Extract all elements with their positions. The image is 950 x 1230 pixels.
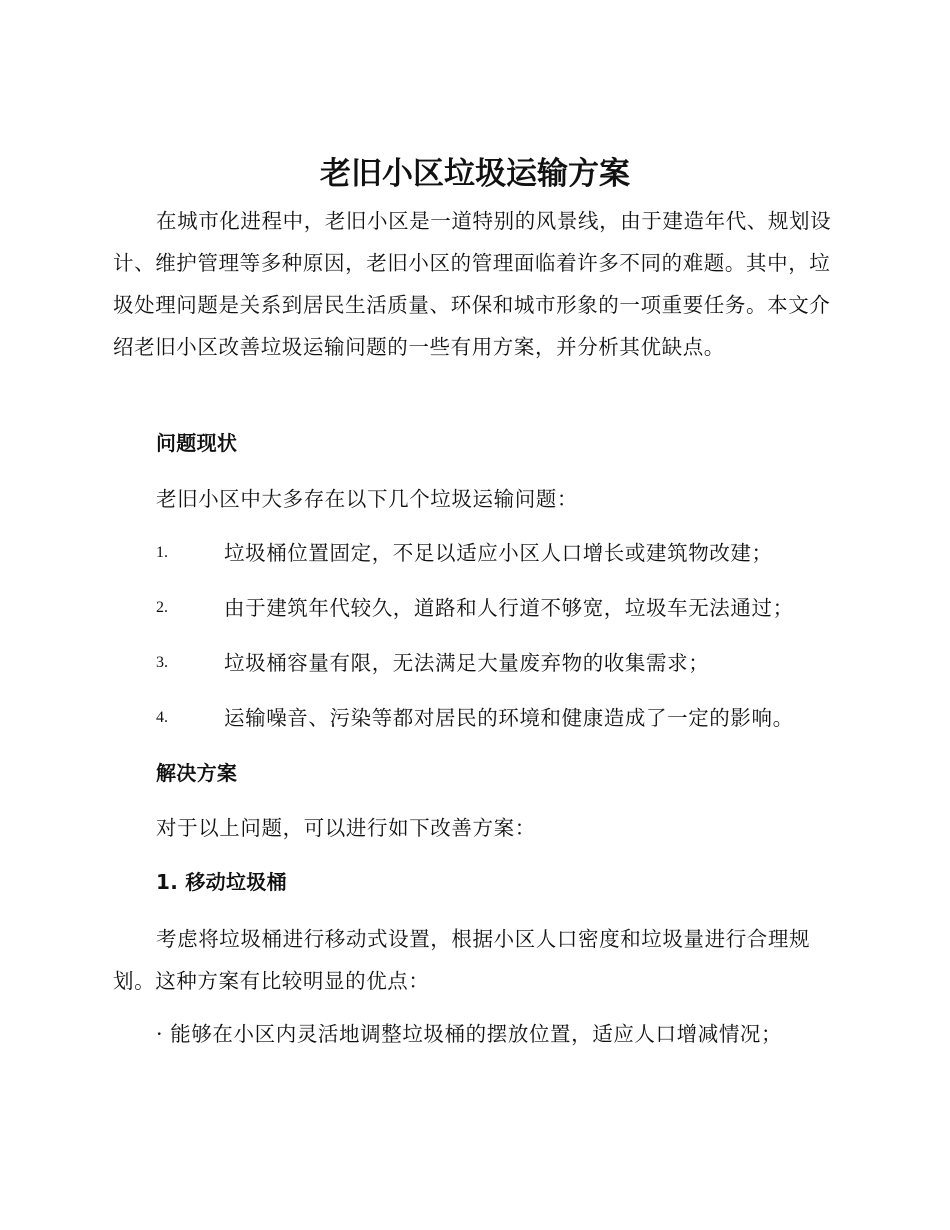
intro-paragraph: 在城市化进程中，老旧小区是一道特别的风景线，由于建造年代、规划设计、维护管理等多种原因，老旧小区的管理面临着许多不同的难题。其中，垃圾处理问题是关系到居民生活质量、环保和城市形象的一项重要任务。本文介绍老旧小区改善垃圾运输问题的一些有用方案，并分析其优缺点。 <box>113 209 832 359</box>
section-heading-solutions: 解决方案 <box>156 761 238 785</box>
list-item-number: 4. <box>156 709 168 726</box>
section-heading-current-status: 问题现状 <box>156 431 238 455</box>
list-item-number: 2. <box>156 599 168 616</box>
list-item-number: 1. <box>156 544 168 561</box>
document-title: 老旧小区垃圾运输方案 <box>320 156 630 192</box>
subsection-heading-mobile-bins: 1. 移动垃圾桶 <box>156 870 287 894</box>
bullet-item: · 能够在小区内灵活地调整垃圾桶的摆放位置，适应人口增减情况； <box>156 1022 783 1046</box>
list-item-text: 运输噪音、污染等都对居民的环境和健康造成了一定的影响。 <box>224 706 794 730</box>
list-item-text: 由于建筑年代较久，道路和人行道不够宽，垃圾车无法通过； <box>224 596 794 620</box>
section-lead-problems: 老旧小区中大多存在以下几个垃圾运输问题： <box>156 487 578 511</box>
list-item-text: 垃圾桶位置固定，不足以适应小区人口增长或建筑物改建； <box>224 541 773 565</box>
list-item-text: 垃圾桶容量有限，无法满足大量废弃物的收集需求； <box>224 651 710 675</box>
list-item-number: 3. <box>156 654 168 671</box>
mobile-bins-paragraph: 考虑将垃圾桶进行移动式设置，根据小区人口密度和垃圾量进行合理规划。这种方案有比较明显的优点： <box>113 927 811 993</box>
section-lead-solutions: 对于以上问题，可以进行如下改善方案： <box>156 816 536 840</box>
